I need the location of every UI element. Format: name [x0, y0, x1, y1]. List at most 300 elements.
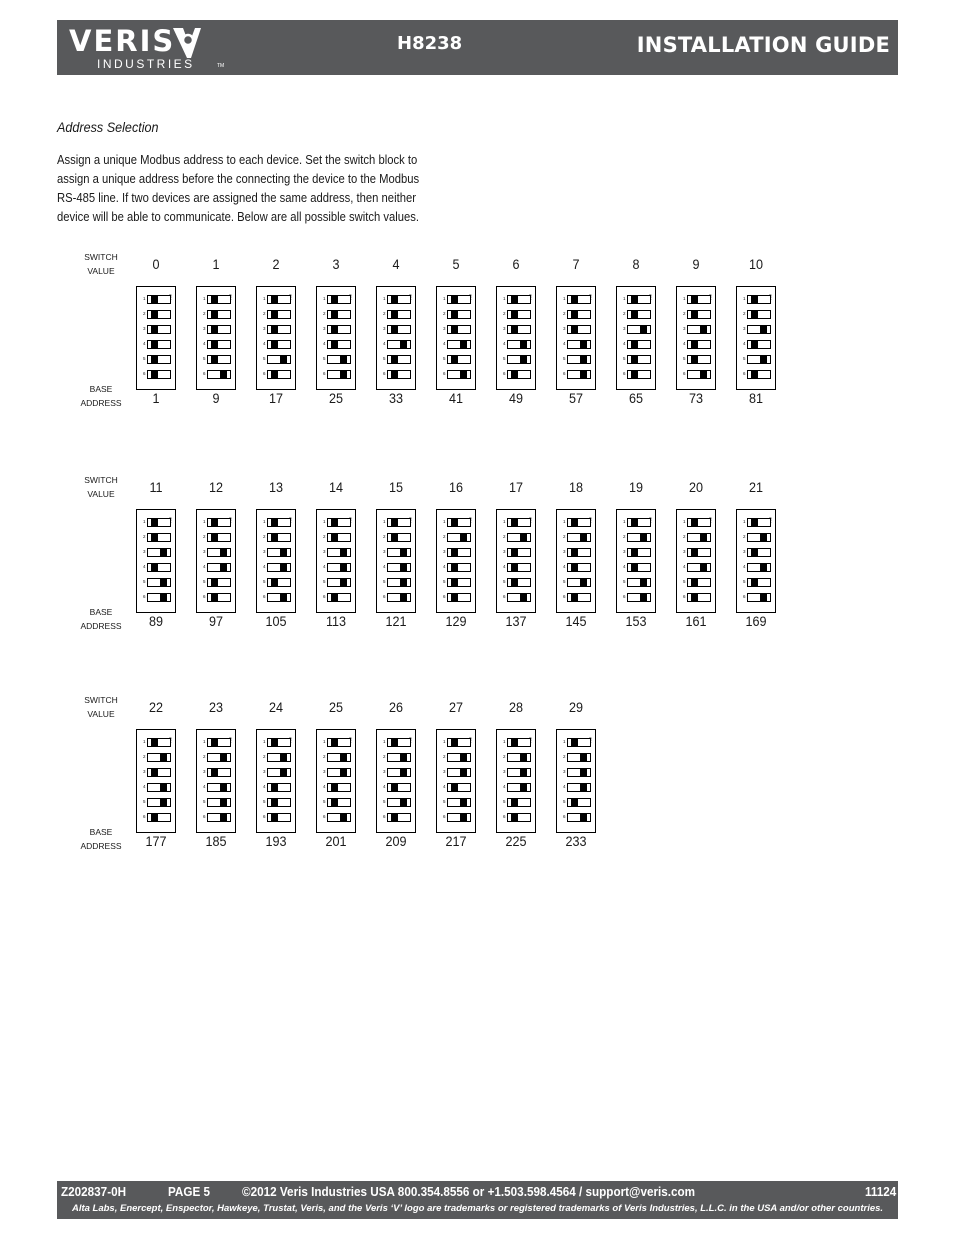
switch-knob: [451, 296, 458, 303]
switch-block: [136, 509, 176, 613]
position-number: 3: [143, 326, 146, 331]
base-address: 217: [445, 833, 467, 849]
position-number: 4: [623, 564, 626, 569]
switch-track: [267, 370, 291, 379]
switch-knob: [511, 799, 518, 806]
position-number: 2: [503, 311, 506, 316]
position-number: 3: [263, 769, 266, 774]
switch-knob: [451, 564, 458, 571]
switch-track: [627, 563, 651, 572]
switch-knob: [271, 311, 278, 318]
switch-track: [147, 310, 171, 319]
switch-knob: [151, 519, 158, 526]
position-number: 6: [563, 814, 566, 819]
position-number: 4: [383, 564, 386, 569]
switch-knob: [451, 326, 458, 333]
switch-track: [327, 548, 351, 557]
base-address: 9: [212, 390, 220, 406]
switch-knob: [751, 296, 758, 303]
switch-position: [623, 578, 649, 586]
switch-track: [627, 548, 651, 557]
dip-switch-15: [376, 479, 416, 629]
switch-track: [387, 563, 411, 572]
position-number: 6: [143, 594, 146, 599]
switch-track: [507, 783, 531, 792]
switch-position: [683, 370, 709, 378]
switch-label-line: SWITCH: [84, 695, 118, 705]
switch-position: [563, 340, 589, 348]
switch-position: [443, 340, 469, 348]
switch-value-label: [76, 693, 126, 721]
position-number: 5: [503, 799, 506, 804]
veris-logo: [67, 24, 237, 72]
switch-block: [196, 729, 236, 833]
switch-knob: [520, 534, 527, 541]
position-number: 4: [503, 564, 506, 569]
position-number: 4: [563, 784, 566, 789]
position-number: 6: [263, 814, 266, 819]
switch-knob: [211, 326, 218, 333]
switch-knob: [451, 311, 458, 318]
base-address: 17: [268, 390, 284, 406]
switch-knob: [220, 549, 227, 556]
base-address: 33: [388, 390, 404, 406]
switch-knob: [211, 296, 218, 303]
switch-knob: [580, 371, 587, 378]
switch-knob: [760, 564, 767, 571]
switch-position: [443, 370, 469, 378]
position-number: 3: [563, 769, 566, 774]
switch-track: [507, 753, 531, 762]
switch-track: [447, 768, 471, 777]
switch-position: [383, 783, 409, 791]
position-number: 4: [143, 564, 146, 569]
switch-knob: [511, 371, 518, 378]
switch-track: [147, 783, 171, 792]
switch-knob: [451, 579, 458, 586]
switch-position: [323, 548, 349, 556]
position-number: 1: [503, 739, 506, 744]
switch-track: [747, 563, 771, 572]
switch-position: [503, 798, 529, 806]
switch-position: [203, 548, 229, 556]
switch-track: [447, 783, 471, 792]
switch-track: [267, 355, 291, 364]
switch-knob: [751, 341, 758, 348]
switch-position: [383, 355, 409, 363]
position-number: 2: [623, 534, 626, 539]
switch-knob: [211, 519, 218, 526]
switch-track: [447, 753, 471, 762]
switch-knob: [340, 549, 347, 556]
switch-position: [683, 533, 709, 541]
switch-knob: [511, 814, 518, 821]
switch-value: 8: [632, 256, 640, 272]
switch-knob: [400, 754, 407, 761]
position-number: 4: [143, 341, 146, 346]
switch-block: [136, 286, 176, 390]
position-number: 3: [143, 549, 146, 554]
switch-track: [687, 325, 711, 334]
switch-track: [207, 533, 231, 542]
switch-track: [447, 563, 471, 572]
position-number: 5: [323, 579, 326, 584]
switch-knob: [580, 579, 587, 586]
switch-knob: [211, 311, 218, 318]
switch-position: [503, 753, 529, 761]
switch-block: [736, 509, 776, 613]
position-number: 3: [623, 326, 626, 331]
switch-position: [143, 753, 169, 761]
position-number: 1: [143, 739, 146, 744]
switch-position: [443, 310, 469, 318]
base-address: 161: [685, 613, 707, 629]
switch-knob: [460, 341, 467, 348]
base-address: 1: [152, 390, 160, 406]
switch-position: [143, 738, 169, 746]
base-address: 145: [565, 613, 587, 629]
dip-switch-22: [136, 699, 176, 849]
switch-position: [503, 593, 529, 601]
switch-position: [503, 548, 529, 556]
position-number: 2: [323, 534, 326, 539]
switch-position: [443, 813, 469, 821]
base-address: 185: [205, 833, 227, 849]
position-number: 6: [323, 814, 326, 819]
switch-position: [743, 578, 769, 586]
switch-knob: [391, 739, 398, 746]
switch-position: [743, 563, 769, 571]
position-number: 1: [143, 519, 146, 524]
switch-track: [447, 370, 471, 379]
switch-track: [567, 593, 591, 602]
position-number: 5: [503, 356, 506, 361]
switch-knob: [511, 311, 518, 318]
switch-position: [443, 783, 469, 791]
switch-knob: [271, 739, 278, 746]
switch-knob: [220, 784, 227, 791]
switch-position: [623, 548, 649, 556]
switch-track: [267, 768, 291, 777]
switch-knob: [571, 739, 578, 746]
switch-track: [687, 340, 711, 349]
switch-knob: [571, 799, 578, 806]
switch-position: [383, 310, 409, 318]
position-number: 4: [443, 564, 446, 569]
position-number: 1: [623, 519, 626, 524]
switch-position: [143, 578, 169, 586]
position-number: 3: [743, 326, 746, 331]
position-number: 6: [503, 594, 506, 599]
position-number: 5: [563, 799, 566, 804]
switch-value-label: [76, 250, 126, 278]
position-number: 6: [143, 814, 146, 819]
position-number: 4: [443, 341, 446, 346]
switch-track: [687, 310, 711, 319]
position-number: 3: [683, 549, 686, 554]
switch-knob: [151, 356, 158, 363]
switch-position: [323, 325, 349, 333]
switch-track: [327, 813, 351, 822]
switch-track: [747, 340, 771, 349]
switch-track: [747, 295, 771, 304]
switch-position: [383, 813, 409, 821]
switch-position: [623, 355, 649, 363]
position-number: 5: [263, 356, 266, 361]
switch-value: 1: [212, 256, 220, 272]
switch-position: [323, 783, 349, 791]
switch-track: [267, 783, 291, 792]
switch-position: [503, 533, 529, 541]
switch-knob: [451, 356, 458, 363]
switch-knob: [331, 799, 338, 806]
logo-subtitle: INDUSTRIES: [97, 57, 195, 71]
switch-knob: [631, 296, 638, 303]
switch-track: [747, 578, 771, 587]
switch-block: [436, 286, 476, 390]
position-number: 6: [683, 594, 686, 599]
switch-knob: [691, 549, 698, 556]
switch-knob: [400, 799, 407, 806]
switch-knob: [271, 341, 278, 348]
position-number: 6: [623, 371, 626, 376]
switch-position: [623, 563, 649, 571]
switch-knob: [751, 579, 758, 586]
base-address: 89: [148, 613, 164, 629]
position-number: 2: [143, 534, 146, 539]
switch-knob: [151, 371, 158, 378]
switch-knob: [751, 311, 758, 318]
switch-track: [387, 753, 411, 762]
switch-knob: [280, 594, 287, 601]
position-number: 1: [563, 739, 566, 744]
position-number: 5: [743, 579, 746, 584]
switch-knob: [340, 371, 347, 378]
switch-track: [147, 593, 171, 602]
switch-position: [203, 533, 229, 541]
switch-track: [327, 310, 351, 319]
switch-track: [267, 813, 291, 822]
position-number: 2: [263, 534, 266, 539]
switch-track: [567, 518, 591, 527]
switch-block: [496, 286, 536, 390]
switch-position: [323, 295, 349, 303]
switch-position: [143, 518, 169, 526]
switch-knob: [511, 326, 518, 333]
switch-knob: [331, 739, 338, 746]
switch-position: [143, 768, 169, 776]
switch-position: [323, 768, 349, 776]
position-number: 4: [323, 341, 326, 346]
switch-knob: [571, 311, 578, 318]
switch-block: [436, 509, 476, 613]
switch-track: [447, 593, 471, 602]
address-label-line: ADDRESS: [80, 841, 122, 851]
switch-knob: [580, 356, 587, 363]
dip-switch-14: [316, 479, 356, 629]
position-number: 6: [563, 371, 566, 376]
switch-track: [747, 325, 771, 334]
switch-track: [507, 593, 531, 602]
switch-track: [387, 355, 411, 364]
switch-knob: [460, 371, 467, 378]
switch-knob: [151, 739, 158, 746]
base-address: 25: [328, 390, 344, 406]
position-number: 4: [203, 341, 206, 346]
switch-position: [443, 593, 469, 601]
switch-track: [687, 518, 711, 527]
switch-knob: [151, 814, 158, 821]
switch-track: [627, 310, 651, 319]
dip-switch-8: [616, 256, 656, 406]
switch-track: [627, 355, 651, 364]
switch-position: [323, 738, 349, 746]
switch-block: [436, 729, 476, 833]
switch-track: [327, 563, 351, 572]
base-address: 41: [448, 390, 464, 406]
position-number: 1: [263, 296, 266, 301]
position-number: 4: [323, 784, 326, 789]
switch-track: [267, 738, 291, 747]
switch-block: [496, 509, 536, 613]
switch-position: [563, 548, 589, 556]
switch-position: [203, 768, 229, 776]
switch-track: [627, 578, 651, 587]
switch-position: [323, 563, 349, 571]
switch-position: [503, 325, 529, 333]
switch-knob: [331, 296, 338, 303]
switch-block: [556, 286, 596, 390]
switch-track: [747, 518, 771, 527]
switch-track: [327, 798, 351, 807]
position-number: 5: [743, 356, 746, 361]
switch-knob: [511, 739, 518, 746]
dip-switch-28: [496, 699, 536, 849]
position-number: 4: [503, 784, 506, 789]
position-number: 5: [683, 356, 686, 361]
switch-knob: [631, 549, 638, 556]
switch-value: 23: [208, 699, 224, 715]
position-number: 1: [383, 519, 386, 524]
switch-track: [507, 533, 531, 542]
switch-position: [203, 370, 229, 378]
switch-position: [623, 310, 649, 318]
switch-track: [507, 768, 531, 777]
switch-block: [556, 729, 596, 833]
position-number: 1: [323, 296, 326, 301]
switch-block: [316, 509, 356, 613]
switch-position: [203, 325, 229, 333]
switch-knob: [151, 769, 158, 776]
switch-value: 13: [268, 479, 284, 495]
position-number: 2: [203, 754, 206, 759]
switch-track: [567, 370, 591, 379]
switch-track: [267, 340, 291, 349]
switch-track: [387, 295, 411, 304]
position-number: 3: [503, 769, 506, 774]
switch-track: [207, 355, 231, 364]
switch-value: 21: [748, 479, 764, 495]
position-number: 3: [203, 549, 206, 554]
switch-position: [443, 563, 469, 571]
switch-knob: [451, 784, 458, 791]
switch-track: [327, 295, 351, 304]
switch-knob: [391, 519, 398, 526]
switch-position: [563, 370, 589, 378]
switch-knob: [340, 356, 347, 363]
switch-track: [447, 325, 471, 334]
switch-position: [143, 563, 169, 571]
switch-track: [207, 738, 231, 747]
switch-track: [267, 563, 291, 572]
switch-knob: [700, 371, 707, 378]
switch-knob: [520, 341, 527, 348]
switch-knob: [331, 784, 338, 791]
base-address: 113: [325, 613, 347, 629]
switch-position: [203, 355, 229, 363]
position-number: 5: [203, 799, 206, 804]
switch-track: [507, 310, 531, 319]
position-number: 1: [203, 519, 206, 524]
switch-position: [383, 325, 409, 333]
value-label-line: VALUE: [87, 489, 115, 499]
switch-track: [207, 753, 231, 762]
switch-knob: [700, 326, 707, 333]
position-number: 2: [623, 311, 626, 316]
switch-position: [743, 593, 769, 601]
switch-track: [747, 548, 771, 557]
position-number: 4: [563, 564, 566, 569]
switch-position: [683, 355, 709, 363]
switch-track: [387, 340, 411, 349]
switch-track: [687, 295, 711, 304]
switch-track: [147, 578, 171, 587]
position-number: 3: [323, 769, 326, 774]
position-number: 1: [503, 296, 506, 301]
position-number: 4: [143, 784, 146, 789]
switch-knob: [391, 296, 398, 303]
position-number: 1: [623, 296, 626, 301]
switch-track: [147, 563, 171, 572]
switch-track: [387, 518, 411, 527]
logo-wordmark: VERIS: [69, 24, 176, 58]
position-number: 2: [323, 754, 326, 759]
switch-knob: [340, 754, 347, 761]
switch-track: [567, 783, 591, 792]
switch-position: [743, 533, 769, 541]
position-number: 1: [443, 296, 446, 301]
switch-track: [327, 738, 351, 747]
position-number: 2: [143, 754, 146, 759]
switch-position: [383, 370, 409, 378]
value-label-line: VALUE: [87, 266, 115, 276]
switch-position: [563, 593, 589, 601]
position-number: 4: [383, 784, 386, 789]
switch-position: [623, 295, 649, 303]
footer-bar: [57, 1181, 898, 1219]
position-number: 1: [263, 739, 266, 744]
base-address: 233: [565, 833, 587, 849]
dip-switch-12: [196, 479, 236, 629]
switch-block: [136, 729, 176, 833]
switch-track: [747, 370, 771, 379]
switch-track: [207, 798, 231, 807]
switch-position: [443, 548, 469, 556]
switch-position: [203, 310, 229, 318]
position-number: 4: [263, 341, 266, 346]
switch-knob: [631, 371, 638, 378]
switch-track: [207, 593, 231, 602]
